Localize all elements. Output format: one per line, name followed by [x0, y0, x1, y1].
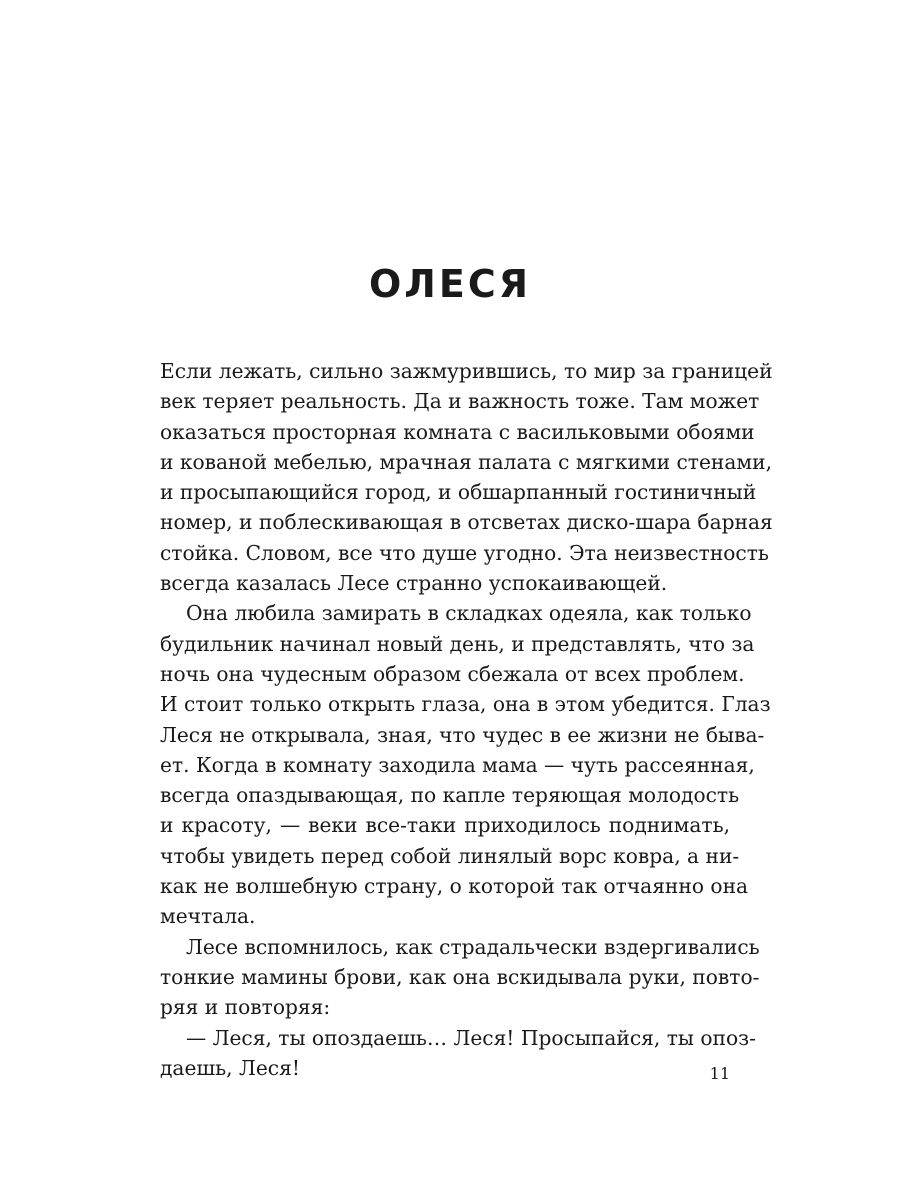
text-line: стойка. Словом, все что душе угодно. Эта неизвестность	[160, 540, 769, 565]
page-number: 11	[709, 1064, 730, 1083]
text-line: ет. Когда в комнату заходила мама — чуть рассеянная,	[160, 752, 755, 777]
text-line: мечтала.	[160, 904, 256, 929]
text-line: и кованой мебелью, мрачная палата с мягкими стенами,	[160, 449, 772, 474]
text-line: чтобы увидеть перед собой линялый ворс ковра, а ни-	[160, 843, 740, 868]
chapter-title: ОЛЕСЯ	[369, 262, 531, 306]
text-line: Лесе вспомнилось, как страдальчески вздергивались	[186, 934, 760, 959]
text-line: и просыпающийся город, и обшарпанный гостиничный	[160, 480, 757, 505]
text-line: как не волшебную страну, о которой так отчаянно она	[160, 874, 749, 899]
text-line: Леся не открывала, зная, что чудес в ее жизни не быва-	[160, 722, 765, 747]
text-line: ряя и повторяя:	[160, 995, 331, 1020]
text-line: — Леся, ты опоздаешь… Леся! Просыпайся, ты опоз-	[186, 1025, 756, 1050]
text-line: всегда опаздывающая, по капле теряющая молодость	[160, 783, 740, 808]
text-line: номер, и поблескивающая в отсветах диско-шара барная	[160, 510, 773, 535]
text-line: век теряет реальность. Да и важность тоже. Там может	[160, 389, 760, 414]
text-line: всегда казалась Лесе странно успокаивающей.	[160, 571, 668, 596]
text-line: тонкие мамины брови, как она вскидывала руки, повто-	[160, 964, 760, 989]
text-line: даешь, Леся!	[160, 1055, 300, 1080]
text-line: ночь она чудесным образом сбежала от всех проблем.	[160, 661, 745, 686]
body-text	[160, 356, 773, 1083]
text-line: будильник начинал новый день, и представлять, что за	[160, 631, 755, 656]
text-line: И стоит только открыть глаза, она в этом убедится. Глаз	[160, 692, 771, 717]
text-line: оказаться просторная комната с васильковыми обоями	[160, 419, 755, 444]
text-line: Она любила замирать в складках одеяла, как только	[186, 601, 752, 626]
text-line: и красоту, — веки все-таки приходилось поднимать,	[160, 813, 730, 838]
text-line: Если лежать, сильно зажмурившись, то мир за границей	[160, 359, 773, 383]
